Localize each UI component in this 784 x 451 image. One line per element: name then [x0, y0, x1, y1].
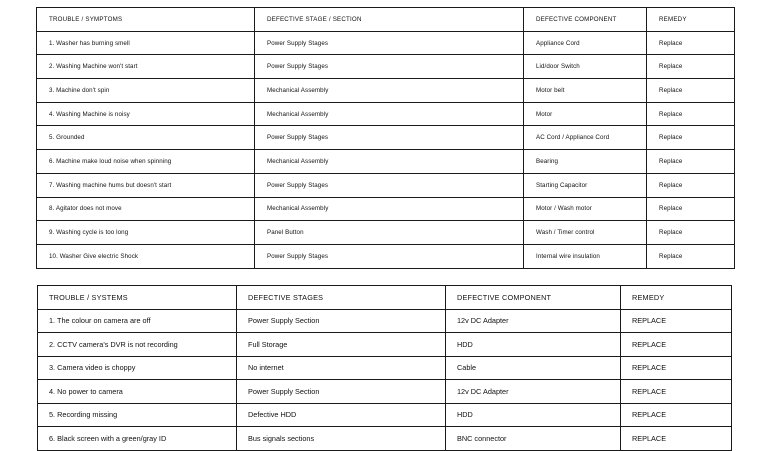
- table-row: [38, 427, 732, 451]
- table-cell: Replace: [647, 221, 735, 245]
- column-header: DEFECTIVE STAGE / SECTION: [255, 8, 524, 32]
- table-cell: Motor belt: [524, 79, 647, 103]
- table-cell: Defective HDD: [237, 403, 446, 427]
- table-cell: 5. Recording missing: [38, 403, 237, 427]
- table-cell: Motor: [524, 102, 647, 126]
- table-cell: BNC connector: [446, 427, 621, 451]
- table-cell: Appliance Cord: [524, 31, 647, 55]
- table-cell: Panel Button: [255, 221, 524, 245]
- table-cell: Power Supply Section: [237, 309, 446, 333]
- table-cell: Power Supply Stages: [255, 31, 524, 55]
- table-row: [37, 102, 735, 126]
- table-cell: 6. Machine make loud noise when spinning: [37, 150, 255, 174]
- table-row: [37, 55, 735, 79]
- table-cell: Starting Capacitor: [524, 173, 647, 197]
- table-cell: 2. CCTV camera's DVR is not recording: [38, 333, 237, 357]
- table-cell: Mechanical Assembly: [255, 150, 524, 174]
- table-cell: 12v DC Adapter: [446, 380, 621, 404]
- table-row: [37, 197, 735, 221]
- table-cell: Power Supply Stages: [255, 126, 524, 150]
- table-row: [38, 356, 732, 380]
- column-header: REMEDY: [621, 286, 732, 310]
- table-row: [38, 309, 732, 333]
- table-cell: Cable: [446, 356, 621, 380]
- table-cell: Replace: [647, 173, 735, 197]
- table-cell: Replace: [647, 55, 735, 79]
- table-cell: Replace: [647, 126, 735, 150]
- table-cell: 7. Washing machine hums but doesn't start: [37, 173, 255, 197]
- table-cell: Replace: [647, 79, 735, 103]
- table-cell: Replace: [647, 150, 735, 174]
- table-cell: 3. Machine don't spin: [37, 79, 255, 103]
- table-cell: 1. The colour on camera are off: [38, 309, 237, 333]
- table-cell: Internal wire insulation: [524, 244, 647, 268]
- table-cell: 2. Washing Machine won't start: [37, 55, 255, 79]
- column-header: DEFECTIVE COMPONENT: [446, 286, 621, 310]
- table-cell: REPLACE: [621, 356, 732, 380]
- table-row: [38, 380, 732, 404]
- table-row: [37, 79, 735, 103]
- table-cell: No internet: [237, 356, 446, 380]
- table-cell: 6. Black screen with a green/gray ID: [38, 427, 237, 451]
- table-row: [37, 150, 735, 174]
- table-cell: Full Storage: [237, 333, 446, 357]
- table-cell: REPLACE: [621, 427, 732, 451]
- cctv-troubleshooting-table: [37, 285, 732, 451]
- table-cell: Replace: [647, 244, 735, 268]
- table-cell: HDD: [446, 403, 621, 427]
- table-cell: Bus signals sections: [237, 427, 446, 451]
- table-cell: REPLACE: [621, 309, 732, 333]
- washing-machine-troubleshooting-table: [36, 7, 735, 269]
- table-cell: Power Supply Section: [237, 380, 446, 404]
- table-cell: 3. Camera video is choppy: [38, 356, 237, 380]
- table-cell: AC Cord / Appliance Cord: [524, 126, 647, 150]
- table-cell: 9. Washing cycle is too long: [37, 221, 255, 245]
- table-cell: 10. Washer Give electric Shock: [37, 244, 255, 268]
- table-cell: 4. No power to camera: [38, 380, 237, 404]
- column-header: TROUBLE / SYMPTOMS: [37, 8, 255, 32]
- table-cell: REPLACE: [621, 380, 732, 404]
- table-cell: Motor / Wash motor: [524, 197, 647, 221]
- table-cell: Power Supply Stages: [255, 173, 524, 197]
- table-header-row: [38, 286, 732, 310]
- table-cell: REPLACE: [621, 403, 732, 427]
- table-cell: REPLACE: [621, 333, 732, 357]
- table-cell: Power Supply Stages: [255, 244, 524, 268]
- column-header: DEFECTIVE COMPONENT: [524, 8, 647, 32]
- column-header: REMEDY: [647, 8, 735, 32]
- table-row: [38, 333, 732, 357]
- table-cell: 1. Washer has burning smell: [37, 31, 255, 55]
- table-header-row: [37, 8, 735, 32]
- table-cell: Bearing: [524, 150, 647, 174]
- table-cell: 12v DC Adapter: [446, 309, 621, 333]
- table-row: [38, 403, 732, 427]
- table-cell: 8. Agitator does not move: [37, 197, 255, 221]
- column-header: DEFECTIVE STAGES: [237, 286, 446, 310]
- table-row: [37, 31, 735, 55]
- table-cell: 4. Washing Machine is noisy: [37, 102, 255, 126]
- table-cell: Mechanical Assembly: [255, 79, 524, 103]
- table-cell: Lid/door Switch: [524, 55, 647, 79]
- table-cell: 5. Grounded: [37, 126, 255, 150]
- table-cell: Replace: [647, 31, 735, 55]
- table-row: [37, 173, 735, 197]
- table-cell: HDD: [446, 333, 621, 357]
- table-cell: Replace: [647, 197, 735, 221]
- table-cell: Power Supply Stages: [255, 55, 524, 79]
- column-header: TROUBLE / SYSTEMS: [38, 286, 237, 310]
- table-row: [37, 126, 735, 150]
- table-row: [37, 221, 735, 245]
- table-row: [37, 244, 735, 268]
- table-cell: Mechanical Assembly: [255, 102, 524, 126]
- table-cell: Wash / Timer control: [524, 221, 647, 245]
- table-cell: Replace: [647, 102, 735, 126]
- table-cell: Mechanical Assembly: [255, 197, 524, 221]
